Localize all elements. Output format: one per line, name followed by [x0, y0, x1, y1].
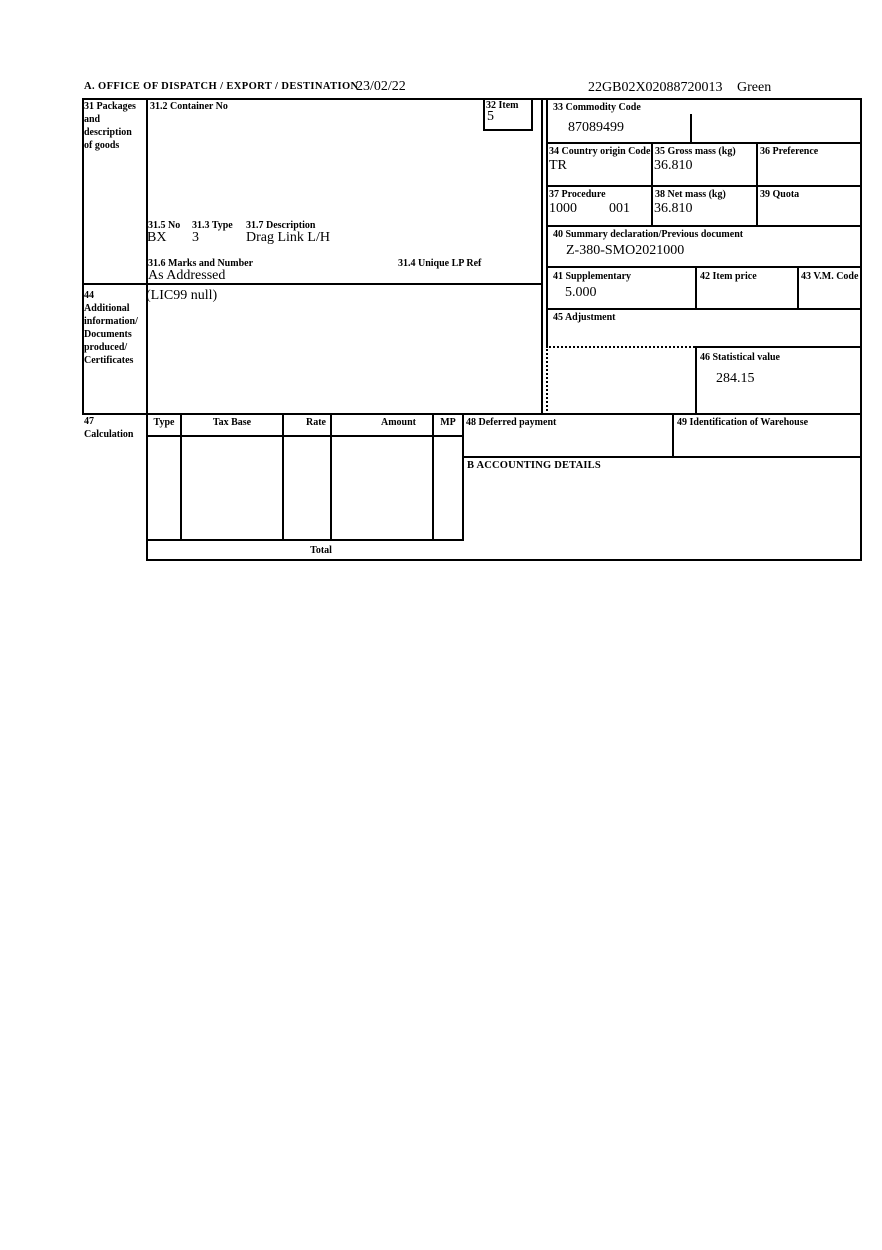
divider [483, 129, 533, 131]
divider [690, 114, 692, 144]
box-44-label-line: Certificates [84, 355, 134, 366]
divider [860, 98, 862, 561]
box-40-previous-doc-value: Z-380-SMO2021000 [566, 243, 685, 258]
box-31-5-no-value: BX [147, 230, 167, 245]
calc-col-tax-base: Tax Base [212, 417, 252, 428]
box-44-label-line: produced/ [84, 342, 128, 353]
divider [695, 266, 697, 310]
box-40-previous-doc-label: 40 Summary declaration/Previous document [553, 229, 744, 240]
box-46-statistical-value-label: 46 Statistical value [700, 352, 780, 363]
divider [82, 413, 862, 415]
divider [546, 142, 862, 144]
box-44-label-line: Additional [84, 303, 130, 314]
divider [483, 98, 485, 131]
box-32-item-value: 5 [487, 109, 494, 124]
box-31-3-type-label: 31.3 Type [192, 220, 233, 231]
box-48-deferred-payment-label: 48 Deferred payment [466, 417, 557, 428]
divider [546, 308, 862, 310]
routing-status: Green [737, 80, 772, 95]
box-41-supplementary-label: 41 Supplementary [553, 271, 632, 282]
box-43-vm-code-label: 43 V.M. Code [801, 271, 859, 282]
box-31-label-line: 31 Packages [84, 101, 136, 112]
box-39-quota-label: 39 Quota [760, 189, 800, 200]
divider [330, 413, 332, 541]
box-31-label-line: of goods [84, 140, 120, 151]
divider [541, 98, 543, 415]
box-34-origin-value: TR [549, 158, 567, 173]
divider [146, 539, 464, 541]
box-31-7-description-value: Drag Link L/H [246, 230, 330, 245]
box-35-gross-mass-label: 35 Gross mass (kg) [655, 146, 736, 157]
box-37-procedure-extension: 001 [609, 201, 630, 216]
box-35-gross-mass-value: 36.810 [654, 158, 693, 173]
box-33-commodity-value: 87089499 [568, 120, 624, 135]
section-a-title: A. OFFICE OF DISPATCH / EXPORT / DESTINATION [84, 81, 359, 92]
divider [282, 413, 284, 541]
divider [695, 346, 697, 415]
divider [146, 435, 464, 437]
calc-total-label: Total [310, 545, 332, 556]
box-44-label-line: information/ [84, 316, 138, 327]
section-b-accounting-title: B ACCOUNTING DETAILS [467, 460, 601, 471]
box-33-commodity-label: 33 Commodity Code [553, 102, 641, 113]
divider [432, 413, 434, 541]
divider [546, 98, 548, 348]
mrn-reference: 22GB02X02088720013 [588, 80, 723, 95]
box-34-origin-label: 34 Country origin Code [549, 146, 651, 157]
box-44-value: (LIC99 null) [146, 288, 218, 303]
divider [462, 413, 464, 541]
box-38-net-mass-value: 36.810 [654, 201, 693, 216]
calc-col-rate: Rate [306, 417, 326, 428]
box-44-label-line: 44 [84, 290, 94, 301]
box-31-2-container-label: 31.2 Container No [150, 101, 228, 112]
divider [672, 413, 674, 458]
divider [756, 142, 758, 227]
box-49-warehouse-label: 49 Identification of Warehouse [677, 417, 809, 428]
box-32-item-label: 32 Item [486, 100, 519, 111]
box-31-6-marks-value: As Addressed [148, 268, 226, 283]
adjustment-dotted-box [546, 346, 695, 415]
box-31-label-line: description [84, 127, 132, 138]
divider [695, 346, 862, 348]
box-44-label-line: Documents [84, 329, 132, 340]
box-46-statistical-value: 284.15 [716, 371, 755, 386]
box-41-supplementary-value: 5.000 [565, 285, 597, 300]
box-36-preference-label: 36 Preference [760, 146, 819, 157]
calc-col-amount: Amount [380, 417, 416, 428]
divider [546, 266, 862, 268]
divider [180, 413, 182, 541]
divider [531, 98, 533, 131]
box-31-7-description-label: 31.7 Description [246, 220, 316, 231]
box-31-4-unique-lp-ref-label: 31.4 Unique LP Ref [398, 258, 482, 269]
box-45-adjustment-label: 45 Adjustment [553, 312, 616, 323]
divider [146, 98, 148, 561]
box-47-label-line: Calculation [84, 429, 134, 440]
divider [546, 185, 862, 187]
acceptance-date: 23/02/22 [356, 79, 406, 94]
divider [146, 559, 862, 561]
calc-col-mp: MP [440, 417, 456, 428]
box-37-procedure-label: 37 Procedure [549, 189, 606, 200]
divider [797, 266, 799, 310]
box-31-label-line: and [84, 114, 101, 125]
box-47-label-line: 47 [84, 416, 94, 427]
box-31-6-marks-label: 31.6 Marks and Number [148, 258, 254, 269]
box-42-item-price-label: 42 Item price [700, 271, 757, 282]
divider [82, 283, 543, 285]
divider [82, 98, 862, 100]
divider [462, 456, 862, 458]
box-31-3-type-value: 3 [192, 230, 199, 245]
divider [546, 225, 862, 227]
calc-col-type: Type [153, 417, 175, 428]
divider [651, 142, 653, 227]
box-37-procedure-main: 1000 [549, 201, 577, 216]
box-38-net-mass-label: 38 Net mass (kg) [655, 189, 726, 200]
box-31-5-no-label: 31.5 No [148, 220, 181, 231]
